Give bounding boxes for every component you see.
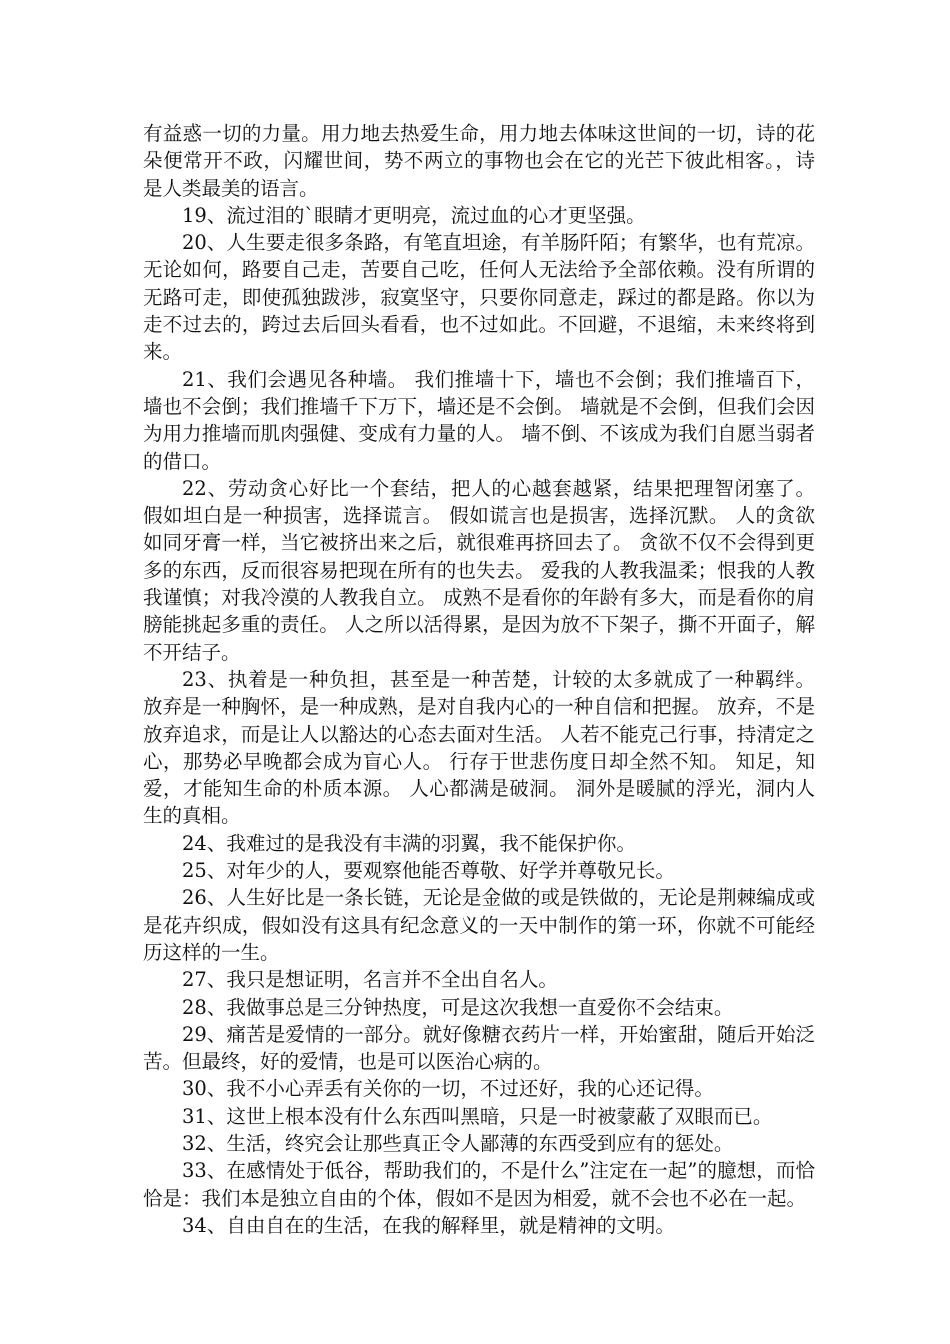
paragraph-25: 25、对年少的人，要观察他能否尊敬、好学并尊敬兄长。 [182,859,675,883]
paragraph-33: 33、在感情处于低谷，帮助我们的，不是什么”注定在一起”的臆想，而恰恰是：我们本是独立自由的个体，假如不是因为相爱，就不会也不必在一起。 [143,1159,815,1210]
paragraph-27: 27、我只是想证明，名言并不全出自名人。 [182,968,558,992]
paragraph-26: 26、人生好比是一条长链，无论是金做的或是铁做的，无论是荆棘编成或是花卉织成，假如没有这具有纪念意义的一天中制作的第一环，你就不可能经历这样的一生。 [143,886,815,964]
paragraph-31: 31、这世上根本没有什么东西叫黑暗，只是一时被蒙蔽了双眼而已。 [182,1104,773,1128]
paragraph-20: 20、人生要走很多条路，有笔直坦途，有羊肠阡陌；有繁华，也有荒凉。无论如何，路要自己走，苦要自己吃，任何人无法给予全部依赖。没有所谓的无路可走，即使孤独跋涉，寂寞坚守，只要你同意走，踩过的都是路。你以为走不过去的，跨过去后回头看看，也不过如此。不回避，不退缩，未来终将到来。 [143,231,815,364]
paragraph-19: 19、流过泪的`眼睛才更明亮，流过血的心才更坚强。 [182,203,646,227]
document-page [143,120,815,1239]
paragraph-24: 24、我难过的是我没有丰满的羽翼，我不能保护你。 [182,831,636,855]
paragraph-continuation: 有益惑一切的力量。用力地去热爱生命，用力地去体味这世间的一切，诗的花朵便常开不政，闪耀世间，势不两立的事物也会在它的光芒下彼此相客。，诗是人类最美的语言。 [143,122,815,200]
paragraph-30: 30、我不小心弄丢有关你的一切，不过还好，我的心还记得。 [182,1077,714,1101]
paragraph-22: 22、劳动贪心好比一个套结，把人的心越套越紧，结果把理智闭塞了。 假如坦白是一种损害，选择谎言。 假如谎言也是损害，选择沉默。 人的贪欲如同牙膏一样，当它被挤出来之后，就很难再挤回去了。 贪欲不仅不会得到更多的东西，反而很容易把现在所有的也失去。 爱我的人教我温柔；恨我的人教我谨慎；对我冷漠的人教我自立。 成熟不是看你的年龄有多大，而是看你的肩膀能挑起多重的责任。 人之所以活得累，是因为放不下架子，撕不开面子，解不开结子。 [143,476,815,664]
paragraph-32: 32、生活，终究会让那些真正令人鄙薄的东西受到应有的惩处。 [182,1131,734,1155]
paragraph-29: 29、痛苦是爱情的一部分。就好像糖衣药片一样，开始蜜甜，随后开始泛苦。但最终，好的爱情，也是可以医治心病的。 [143,1022,815,1074]
paragraph-21: 21、我们会遇见各种墙。 我们推墙十下，墙也不会倒；我们推墙百下，墙也不会倒；我们推墙千下万下，墙还是不会倒。 墙就是不会倒，但我们会因为用力推墙而肌肉强健、变成有力量的人。 墙不倒、不该成为我们自愿当弱者的借口。 [143,367,815,473]
paragraph-23: 23、执着是一种负担，甚至是一种苦楚，计较的太多就成了一种羁绊。 放弃是一种胸怀，是一种成熟，是对自我内心的一种自信和把握。 放弃，不是放弃追求，而是让人以豁达的心态去面对生活。 人若不能克己行事，持清定之心，那势必早晚都会成为盲心人。 行存于世悲伤度日却全然不知。 知足，知爱，才能知生命的朴质本源。 人心都满是破洞。 洞外是暖腻的浮光，洞内人生的真相。 [143,667,815,828]
paragraph-28: 28、我做事总是三分钟热度，可是这次我想一直爱你不会结束。 [182,995,734,1019]
paragraph-34: 34、自由自在的生活，在我的解释里，就是精神的文明。 [182,1213,675,1237]
